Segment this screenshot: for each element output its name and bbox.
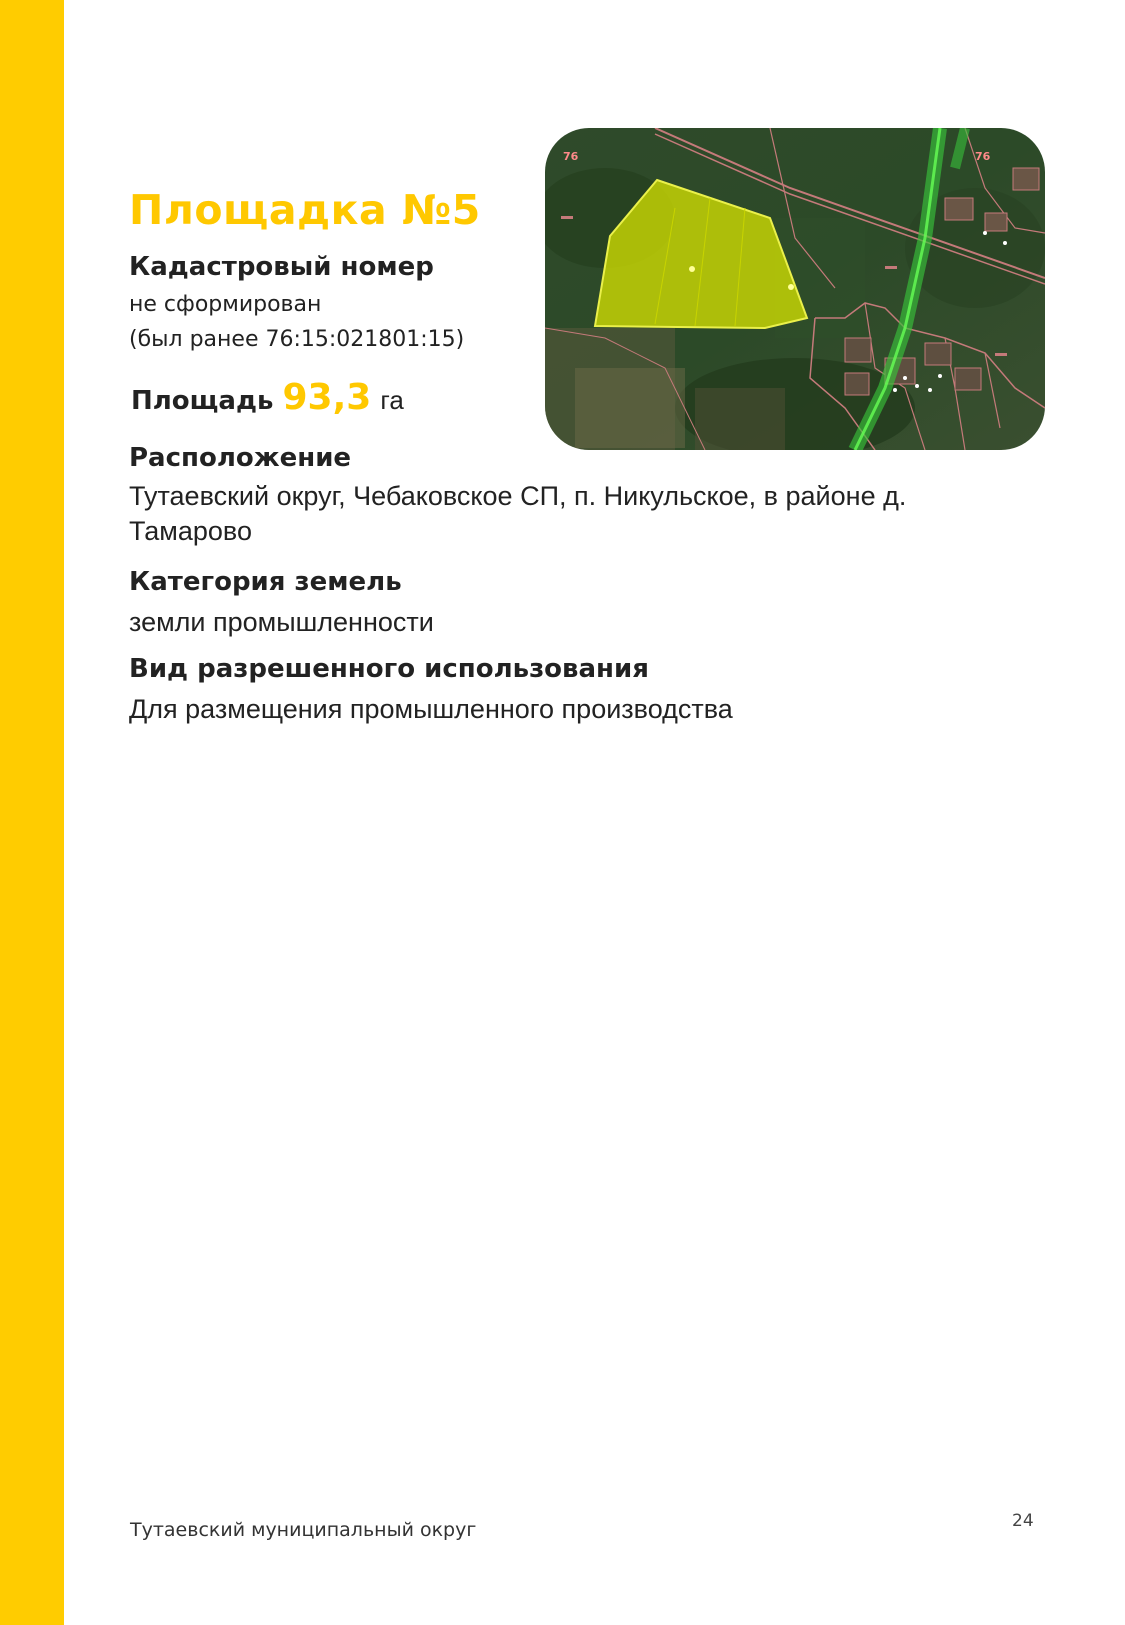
- page-number: 24: [1012, 1511, 1034, 1531]
- page-title: Площадка №5: [129, 186, 481, 234]
- side-accent-bar: [0, 0, 64, 1625]
- map-region-code-right: 76: [975, 150, 991, 163]
- footer-org: Тутаевский муниципальный округ: [130, 1519, 477, 1541]
- location-label: Расположение: [129, 443, 352, 473]
- area-row: [131, 377, 404, 418]
- cadastral-previous: (был ранее 76:15:021801:15): [129, 327, 465, 352]
- cadastral-label: Кадастровый номер: [129, 252, 434, 282]
- permitted-use-label: Вид разрешенного использования: [129, 654, 649, 684]
- land-category-value: земли промышленности: [129, 607, 434, 637]
- area-value: 93,3: [282, 377, 372, 418]
- land-category-label: Категория земель: [129, 567, 402, 597]
- area-label: Площадь: [131, 386, 274, 416]
- map-region-code-left: 76: [563, 150, 579, 163]
- permitted-use-value: Для размещения промышленного производства: [129, 694, 733, 724]
- cadastral-value: не сформирован: [129, 292, 322, 317]
- location-value: Тутаевский округ, Чебаковское СП, п. Никульское, в районе д. Тамарово: [129, 481, 907, 546]
- satellite-map: [545, 128, 1045, 450]
- area-unit: га: [380, 385, 404, 415]
